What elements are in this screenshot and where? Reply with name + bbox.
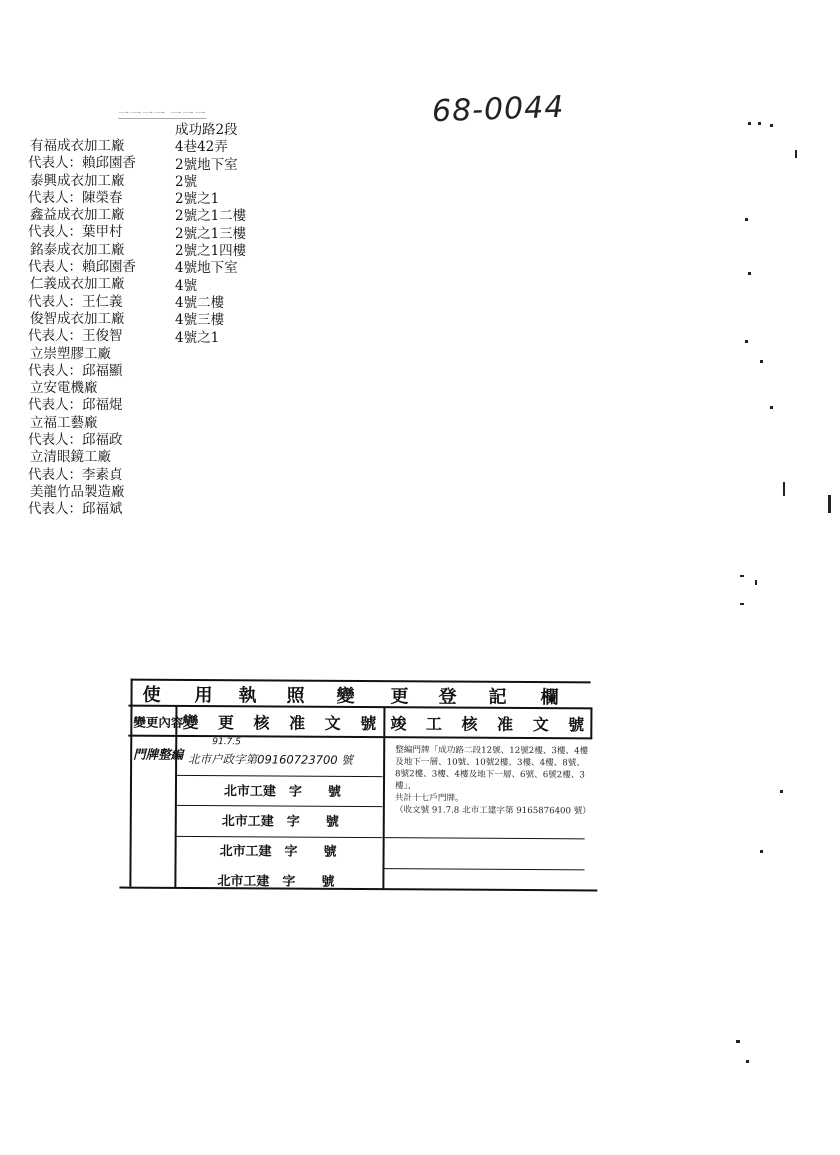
table-border-bottom <box>119 887 597 892</box>
table-title-char: 欄 <box>540 687 559 709</box>
scan-speck <box>748 122 751 125</box>
approval-row: 北市工建 字 號 <box>223 784 342 800</box>
scan-speck <box>755 580 757 585</box>
completion-note-line: 及地下一層、10號、10號2樓、3樓、4樓、8號、 <box>395 757 586 769</box>
table-title-char: 記 <box>488 686 507 708</box>
scan-speck <box>758 122 761 125</box>
row1-value: 北市户政字第09160723700 號 <box>188 751 353 767</box>
table-title-char: 使 <box>142 684 161 706</box>
factory-entry: 立清眼鏡工廠 <box>30 449 111 466</box>
scan-speck <box>795 150 797 158</box>
scan-speck <box>760 360 763 363</box>
scan-speck <box>746 1060 749 1063</box>
factory-entry: 俊智成衣加工廠 <box>30 310 125 327</box>
col-header-completion: 竣 工 核 准 文 號 <box>390 714 592 735</box>
table-border-left <box>129 679 132 887</box>
approval-row: 北市工建 字 號 <box>221 814 339 830</box>
factory-entry: 代表人：邱福焜 <box>28 397 123 414</box>
table-rule <box>384 868 584 870</box>
table-title-char: 照 <box>286 685 305 707</box>
scan-speck <box>828 495 831 513</box>
factory-entry: 代表人：王仁義 <box>28 293 123 310</box>
address-entry: 成功路2段 <box>175 122 238 138</box>
approval-row: 北市工建 字 號 <box>219 844 337 860</box>
factory-entry: 鑫益成衣加工廠 <box>30 207 125 224</box>
table-rule <box>175 805 383 807</box>
address-entry: 2號 <box>175 173 198 190</box>
factory-entry: 代表人：邱福政 <box>28 432 123 449</box>
factory-entry: 代表人：賴邱園香 <box>28 259 136 276</box>
address-entry: 4號三樓 <box>175 312 225 329</box>
col-header-change: 變更內容 <box>133 714 184 730</box>
address-entry: 2號之1三樓 <box>175 225 247 242</box>
faint-header: 一一一一 一一一 <box>118 107 207 120</box>
factory-entry: 銘泰成衣加工廠 <box>30 241 125 258</box>
table-title-char: 執 <box>238 685 257 707</box>
address-entry: 4號 <box>175 277 198 294</box>
factory-entry: 仁義成衣加工廠 <box>30 276 125 293</box>
col-header-approval: 變 更 核 准 文 號 <box>182 712 384 734</box>
factory-entry: 美龍竹品製造廠 <box>30 483 125 500</box>
table-rule <box>175 836 383 838</box>
address-entry: 2號地下室 <box>175 156 238 173</box>
factory-entry: 代表人：邱福顯 <box>28 362 123 379</box>
factory-entry: 泰興成衣加工廠 <box>30 172 125 189</box>
table-title-char: 用 <box>194 684 213 707</box>
address-entry: 4巷42弄 <box>175 139 228 156</box>
scan-speck <box>780 790 783 793</box>
factory-entry: 代表人：李素貞 <box>28 466 123 483</box>
factory-entry: 代表人：葉甲村 <box>28 224 123 241</box>
scan-speck <box>760 850 763 853</box>
table-col-rule <box>382 707 385 889</box>
factory-entry: 代表人：陳榮春 <box>28 189 123 206</box>
table-title <box>121 673 599 709</box>
factory-list <box>28 138 136 519</box>
completion-note-line: 8號2樓、3樓、4樓及地下一層、6號、6號2樓、3樓」， <box>394 769 585 792</box>
address-entry: 2號之1四樓 <box>175 243 247 260</box>
address-entry: 4號地下室 <box>175 260 238 277</box>
table-title-char: 更 <box>390 686 409 708</box>
table-col-rule <box>174 706 177 888</box>
address-list <box>175 122 246 347</box>
scan-speck <box>770 124 773 127</box>
address-entry: 4號之1 <box>175 329 220 346</box>
scan-speck <box>783 482 785 496</box>
completion-note-line: （收文號 91.7.8 北市工建字第 9165876400 號） <box>394 805 591 817</box>
scan-speck <box>745 218 748 221</box>
table-rule <box>128 735 592 739</box>
factory-entry: 立福工藝廠 <box>30 414 98 431</box>
table-title-char: 登 <box>438 686 457 708</box>
approval-row: 北市工建 字 號 <box>217 874 335 890</box>
scan-speck <box>745 340 748 343</box>
row1-date: 91.7.5 <box>212 737 241 748</box>
factory-entry: 代表人：王俊智 <box>28 328 123 345</box>
completion-note-line: 整編門牌「成功路二段12號、12號2樓、3樓、4樓 <box>395 745 589 757</box>
address-entry: 2號之1 <box>175 191 220 208</box>
factory-entry: 代表人：賴邱園香 <box>28 155 136 172</box>
address-entry: 4號二樓 <box>175 294 225 311</box>
factory-entry: 立安電機廠 <box>30 380 98 397</box>
scan-speck <box>740 603 744 605</box>
address-entry: 2號之1二樓 <box>175 208 247 225</box>
table-title-char: 變 <box>336 685 355 707</box>
scan-speck <box>736 1040 740 1043</box>
registry-table <box>119 673 598 896</box>
row-label-renumber: 門牌整編 <box>133 746 184 762</box>
completion-note-line: 共計十七戶門牌。 <box>394 793 464 804</box>
factory-entry: 有福成衣加工廠 <box>30 138 125 154</box>
completion-note <box>395 744 605 817</box>
scan-speck <box>748 272 751 275</box>
table-rule <box>385 837 585 839</box>
table-rule <box>175 775 383 777</box>
scan-speck <box>740 575 744 577</box>
factory-entry: 代表人：邱福斌 <box>28 501 123 518</box>
handwritten-number: 68-0044 <box>431 89 565 130</box>
scan-speck <box>770 406 773 409</box>
factory-entry: 立崇塑膠工廠 <box>30 345 111 362</box>
